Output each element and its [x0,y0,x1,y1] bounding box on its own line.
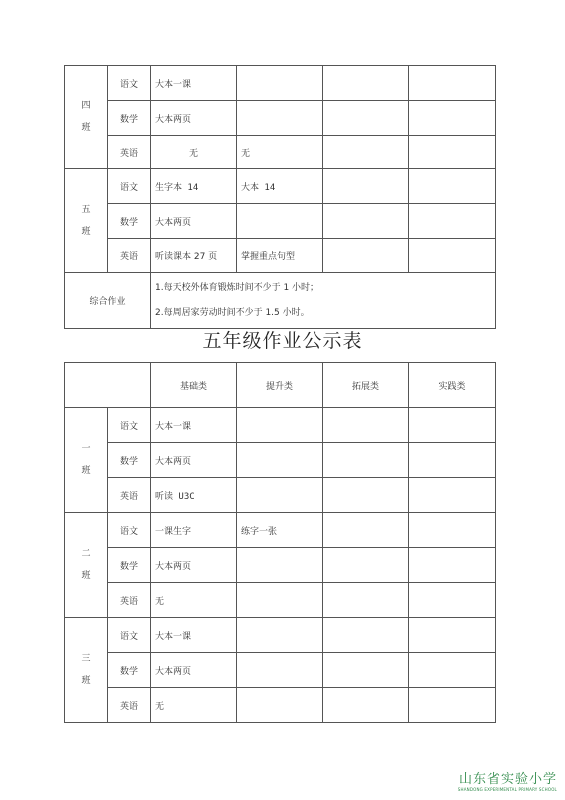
practice-cell [409,653,496,688]
school-logo [458,772,557,793]
improve-cell [237,653,323,688]
practice-cell [409,688,496,723]
improve-cell [237,66,323,101]
basic-cell: 大本两页 [151,443,237,478]
table-row [65,408,496,443]
basic-cell: 无 [151,688,237,723]
basic-cell: 无 [151,583,237,618]
header-corner [65,363,151,408]
basic-cell: 大本两页 [151,548,237,583]
improve-cell [237,408,323,443]
basic-cell: 一课生字 [151,513,237,548]
summary-label: 综合作业 [65,273,151,329]
table-row [65,548,496,583]
improve-cell: 大本 14 [237,169,323,204]
table-row [65,204,496,239]
practice-cell [409,101,496,136]
subject-math: 数学 [108,653,151,688]
subject-math: 数学 [108,548,151,583]
table-row [65,169,496,204]
subject-chinese: 语文 [108,66,151,101]
extend-cell [323,101,409,136]
basic-cell: 大本一课 [151,618,237,653]
practice-cell [409,618,496,653]
table-row [65,443,496,478]
subject-english: 英语 [108,478,151,513]
school-logo-chinese: 山东省实验小学 [458,772,557,787]
subject-english: 英语 [108,688,151,723]
table-row [65,478,496,513]
table-row [65,513,496,548]
extend-cell [323,513,409,548]
table-row [65,239,496,273]
improve-cell [237,548,323,583]
subject-chinese: 语文 [108,408,151,443]
basic-cell: 大本两页 [151,653,237,688]
header-row [65,363,496,408]
table-row [65,136,496,169]
improve-cell: 无 [237,136,323,169]
practice-cell [409,239,496,273]
practice-cell [409,204,496,239]
extend-cell [323,548,409,583]
practice-cell [409,478,496,513]
practice-cell [409,513,496,548]
extend-cell [323,239,409,273]
table-row [65,66,496,101]
extend-cell [323,169,409,204]
class-label-4: 四 班 [65,66,108,169]
extend-cell [323,618,409,653]
class-label-3: 三 班 [65,618,108,723]
summary-text [151,273,496,329]
practice-cell [409,583,496,618]
basic-cell: 生字本 14 [151,169,237,204]
basic-cell: 大本两页 [151,101,237,136]
improve-cell: 练字一张 [237,513,323,548]
subject-english: 英语 [108,583,151,618]
improve-cell [237,618,323,653]
subject-chinese: 语文 [108,618,151,653]
header-basic: 基础类 [151,363,237,408]
class-label-1: 一 班 [65,408,108,513]
summary-line-1: 1.每天校外体育锻炼时间不少于 1 小时； [155,282,320,293]
basic-cell: 无 [151,136,237,169]
subject-math: 数学 [108,204,151,239]
extend-cell [323,653,409,688]
homework-table-top [64,65,496,329]
improve-cell [237,204,323,239]
extend-cell [323,688,409,723]
extend-cell [323,136,409,169]
header-improve: 提升类 [237,363,323,408]
table-row [65,653,496,688]
subject-chinese: 语文 [108,513,151,548]
subject-chinese: 语文 [108,169,151,204]
subject-english: 英语 [108,239,151,273]
basic-cell: 大本两页 [151,204,237,239]
practice-cell [409,548,496,583]
extend-cell [323,66,409,101]
table-row [65,688,496,723]
basic-cell: 大本一课 [151,66,237,101]
improve-cell [237,688,323,723]
homework-table-grade5 [64,362,496,723]
practice-cell [409,136,496,169]
summary-row [65,273,496,329]
basic-cell: 听读课本 27 页 [151,239,237,273]
table-row [65,583,496,618]
header-extend: 拓展类 [323,363,409,408]
practice-cell [409,408,496,443]
extend-cell [323,408,409,443]
class-label-5: 五 班 [65,169,108,273]
summary-line-2: 2.每周居家劳动时间不少于 1.5 小时。 [155,307,310,318]
extend-cell [323,478,409,513]
practice-cell [409,169,496,204]
improve-cell: 掌握重点句型 [237,239,323,273]
improve-cell [237,443,323,478]
basic-cell: 听读 U3C [151,478,237,513]
class-label-2: 二 班 [65,513,108,618]
practice-cell [409,66,496,101]
subject-english: 英语 [108,136,151,169]
table-row [65,618,496,653]
page-title: 五年级作业公示表 [202,330,363,352]
subject-math: 数学 [108,101,151,136]
extend-cell [323,443,409,478]
school-logo-english: SHANDONG EXPERIMENTAL PRIMARY SCHOOL [457,787,557,792]
improve-cell [237,101,323,136]
extend-cell [323,583,409,618]
extend-cell [323,204,409,239]
basic-cell: 大本一课 [151,408,237,443]
table-row [65,101,496,136]
improve-cell [237,583,323,618]
practice-cell [409,443,496,478]
subject-math: 数学 [108,443,151,478]
header-practice: 实践类 [409,363,496,408]
improve-cell [237,478,323,513]
